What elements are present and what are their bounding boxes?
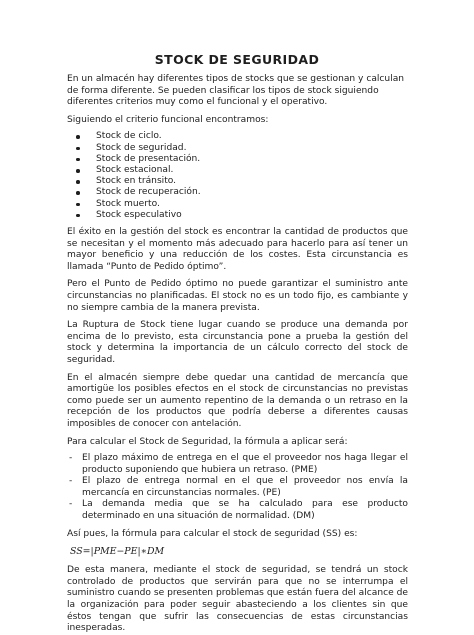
asi-pues-paragraph: Así pues, la fórmula para calcular el stock de seguridad (SS) es: (67, 528, 358, 539)
list-item: Stock muerto. (67, 199, 397, 210)
list-item: Stock de presentación. (67, 154, 397, 165)
list-item: Stock estacional. (67, 165, 397, 176)
list-item: Stock de recuperación. (67, 187, 397, 198)
safety-stock-formula: SS=|PME−PE|∗DM (70, 546, 165, 558)
list-item: Stock de ciclo. (67, 131, 397, 142)
definitions-list (67, 453, 408, 523)
list-item: - La demanda media que se ha calculado para ese producto determinado en una situación de normalidad. (DM) (67, 499, 408, 522)
list-item: Stock especulativo (67, 210, 397, 221)
conclusion-paragraph: De esta manera, mediante el stock de seguridad, se tendrá un stock controlado de productos que servirán para que no se interrumpa el suministro cuando se presenten problemas que están fuera del alcance de la organización para poder seguir abasteciendo a los clientes sin que éstos tengan que sufrir las consecuencias de estas circunstancias inesperadas. (67, 565, 408, 634)
calcular-paragraph: Para calcular el Stock de Seguridad, la fórmula a aplicar será: (67, 436, 348, 447)
list-item: - El plazo máximo de entrega en el que el proveedor nos haga llegar el producto suponiendo que hubiera un retraso. (PME) (67, 453, 408, 476)
stock-types-list (67, 131, 397, 221)
list-item: Stock en tránsito. (67, 176, 397, 187)
list-item: Stock de seguridad. (67, 143, 397, 154)
almacen-paragraph: En el almacén siempre debe quedar una cantidad de mercancía que amortigüe los posibles efectos en el stock de circunstancias no previstas como puede ser un aumento repentino de la demanda o un retraso en la recepción de los productos que podría deberse a diferentes causas imposibles de conocer con antelación. (67, 372, 408, 429)
intro-paragraph: En un almacén hay diferentes tipos de stocks que se gestionan y calculan de forma diferente. Se pueden clasificar los tipos de stock siguiendo diferentes criterios muy como el funcional y el operativo. (67, 74, 405, 108)
pero-paragraph: Pero el Punto de Pedido óptimo no puede garantizar el suministro ante circunstancias no planificadas. El stock no es un todo fijo, es cambiante y no siempre cambia de la manera prevista. (67, 279, 408, 313)
document-title: STOCK DE SEGURIDAD (154, 52, 320, 67)
criterio-paragraph: Siguiendo el criterio funcional encontramos: (67, 114, 269, 125)
exito-paragraph: El éxito en la gestión del stock es encontrar la cantidad de productos que se necesitan y el momento más adecuado para hacerlo para así tener un mayor beneficio y una reducción de los costes. Esta circunstancia es llamada “Punto de Pedido óptimo”. (67, 227, 408, 272)
list-item: - El plazo de entrega normal en el que el proveedor nos envía la mercancía en circunstancias normales. (PE) (67, 476, 408, 499)
ruptura-paragraph: La Ruptura de Stock tiene lugar cuando se produce una demanda por encima de lo previsto, esta circunstancia pone a prueba la gestión del stock y determina la importancia de un cálculo correcto del stock de seguridad. (67, 320, 408, 365)
